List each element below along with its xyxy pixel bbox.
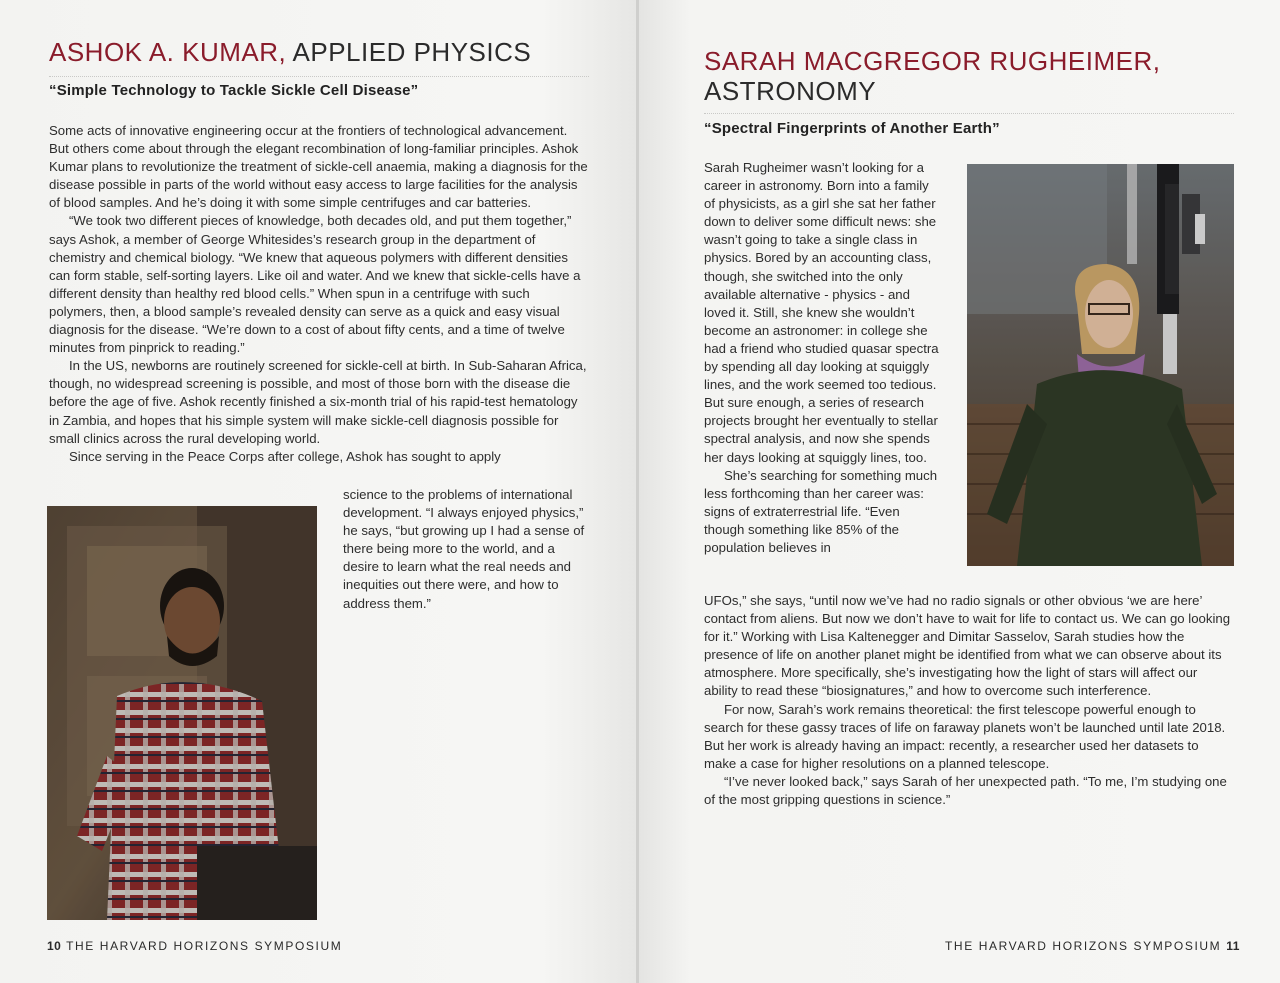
portrait-photo <box>967 164 1234 566</box>
paragraph: She’s searching for something much less forthcoming than her career was: signs of extraterrestrial life. “Even though something like 85% of the population believes in <box>704 467 938 555</box>
paragraph: Some acts of innovative engineering occur at the frontiers of technological advancement. But others come about through the elegant recombination of long-familiar principles. Ashok Kumar plans to revolutionize the treatment of sickle-cell anaemia, making a diagnosis for the disease possible in parts of the world without easy access to large facilities for the analysis of blood samples. And he’s doing it with some simple centrifuges and car batteries. <box>49 123 588 211</box>
paragraph: For now, Sarah’s work remains theoretical: the first telescope powerful enough to search for these gassy traces of life on faraway planets won’t be launched until late 2018. But her work is already having an impact: recently, a researcher used her datasets to make a case for higher resolutions on a planned telescope. <box>704 701 1226 771</box>
divider <box>704 113 1234 114</box>
page-footer <box>945 939 1240 953</box>
talk-title: “Spectral Fingerprints of Another Earth” <box>704 120 1000 137</box>
paragraph: “We took two different pieces of knowledge, both decades old, and put them together,” says Ashok, a member of George Whitesides’s research group in the department of chemistry and chemical biology. “We knew that aqueous polymers with different densities can form stable, self-sorting layers. Like oil and water. And we knew that sickle-cells have a different density than healthy red blood cells.” When spun in a centrifuge with such polymers, then, a blood sample’s revealed density can serve as a quick and easy visual diagnosis for the disease. “We’re down to a cost of about fifty cents, and a time of twelve minutes from pinprick to reading.” <box>49 213 581 356</box>
paragraph: “I’ve never looked back,” says Sarah of her unexpected path. “To me, I’m studying one of the most gripping questions in science.” <box>704 773 1227 808</box>
article-body-narrow <box>704 159 939 557</box>
divider <box>49 76 589 77</box>
paragraph: science to the problems of international development. “I always enjoyed physics,” he says, “but growing up I had a sense of there being more to the world, and a desire to learn what the real needs and inequities out there were, and how to address them.” <box>343 487 585 611</box>
sidebar-paragraph <box>343 486 588 613</box>
article-body-wide <box>704 592 1234 809</box>
portrait-photo <box>47 506 317 920</box>
paragraph: In the US, newborns are routinely screened for sickle-cell at birth. In Sub-Saharan Africa, though, no widespread screening is possible, and most of those born with the disease die before the age of five. Ashok recently finished a six-month trial of his rapid-test hematology in Zambia, and hopes that his simple system will make sickle-cell diagnosis possible for small clinics across the rural developing world. <box>49 358 587 446</box>
page-title <box>49 37 531 67</box>
article-body <box>49 122 589 466</box>
right-page <box>639 0 1280 983</box>
page-number: 10 <box>47 939 62 953</box>
publication-name: THE HARVARD HORIZONS SYMPOSIUM <box>66 939 343 953</box>
left-page <box>0 0 637 983</box>
field-name: ASTRONOMY <box>704 76 877 106</box>
page-number: 11 <box>1226 939 1240 953</box>
paragraph: Sarah Rugheimer wasn’t looking for a career in astronomy. Born into a family of physicists, as a girl she sat her father down to deliver some difficult news: she wasn’t going to take a single class in physics. Bored by an accounting class, though, she switched into the only available alternative - physics - and loved it. Still, she knew she wouldn’t become an astronomer: in college she had a friend who studied quasar spectra by spending all day looking at squiggly lines, and the work seemed too tedious. But sure enough, a series of research projects brought her eventually to stellar spectral analysis, and now she spends her days looking at squiggly lines, too. <box>704 160 939 465</box>
field-name: APPLIED PHYSICS <box>286 37 532 67</box>
paragraph: UFOs,” she says, “until now we’ve had no radio signals or other obvious ‘we are here’ contact from aliens. But now we don’t have to wait for life to contact us. We can go looking for it.” Working with Lisa Kaltenegger and Dimitar Sasselov, Sarah studies how the presence of life on another planet might be identified from what we can observe about its atmosphere. More specifically, she’s investigating how the light of stars will affect our ability to read these “biosignatures,” and how to overcome such interference. <box>704 593 1231 699</box>
name-accent: SARAH MACGREGOR RUGHEIMER, <box>704 46 1161 76</box>
paragraph: Since serving in the Peace Corps after college, Ashok has sought to apply <box>69 448 501 464</box>
page-title <box>704 46 1161 106</box>
name-accent: ASHOK A. KUMAR, <box>49 37 287 67</box>
talk-title: “Simple Technology to Tackle Sickle Cell Disease” <box>49 82 419 99</box>
publication-name: THE HARVARD HORIZONS SYMPOSIUM <box>945 939 1222 953</box>
page-footer <box>47 939 342 953</box>
